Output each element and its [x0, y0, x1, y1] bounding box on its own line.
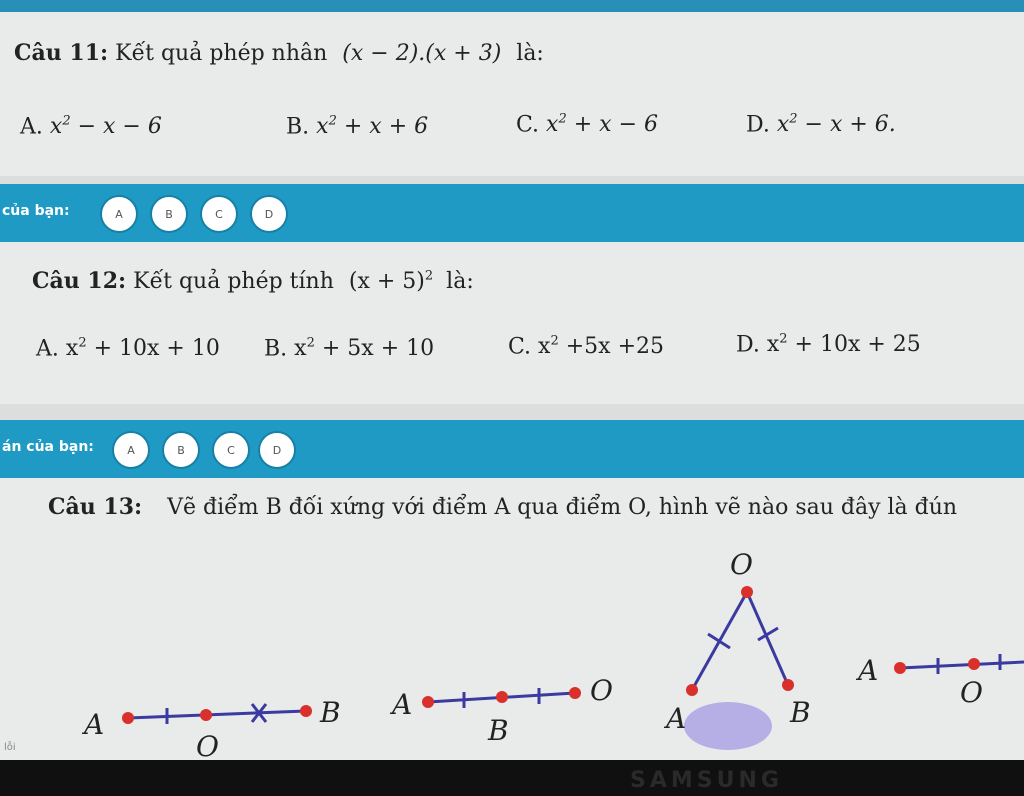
answer-1-choice-d[interactable]: D	[250, 195, 288, 233]
answer-2-choice-b[interactable]: B	[162, 431, 200, 469]
edge-note: lỗi	[4, 742, 16, 753]
q11-option-a[interactable]: A. $x^2 - x - 6$	[20, 114, 162, 140]
q12-option-d[interactable]: D. $x^2 + 10x + 25$	[736, 332, 921, 358]
figure-1-point-b	[300, 705, 312, 717]
figure-2-label-b: B	[488, 714, 509, 747]
answer-2-choice-c[interactable]: C	[212, 431, 250, 469]
q12-option-b[interactable]: B. $x^2 + 5x + 10$	[264, 336, 435, 362]
figure-4-label-a: A	[858, 654, 879, 687]
figure-3-label-b: B	[790, 696, 811, 729]
answer-1-choice-a[interactable]: A	[100, 195, 138, 233]
question-12-label: Câu 12:	[32, 268, 127, 294]
answer-2-choice-a[interactable]: A	[112, 431, 150, 469]
answer-1-choice-c[interactable]: C	[200, 195, 238, 233]
q12-option-c[interactable]: C. $x^2 +5x +25$	[508, 334, 665, 360]
figure-2[interactable]	[389, 674, 613, 747]
question-13-figures	[0, 478, 1024, 760]
answer-bar-1	[0, 184, 1024, 242]
question-12-text: Câu 12: Kết quả phép tính $(x + 5)^2$ là:	[32, 268, 474, 294]
figure-2-point-o	[569, 687, 581, 699]
answer-bar-2-label: án của bạn:	[2, 439, 94, 455]
question-13-label: Câu 13:	[48, 494, 143, 520]
figure-3-glare	[684, 702, 772, 750]
figure-3-line-ob	[747, 592, 788, 685]
figure-2-label-o: O	[590, 674, 613, 707]
figure-1-label-o: O	[196, 730, 219, 760]
monitor-bezel	[0, 760, 1024, 796]
figure-3-point-o	[741, 586, 753, 598]
figure-4-line	[900, 662, 1024, 668]
question-13-card	[0, 478, 1024, 760]
q11-option-c[interactable]: C. $x^2 + x - 6$	[516, 112, 658, 138]
figure-3-point-b	[782, 679, 794, 691]
figure-2-point-a	[422, 696, 434, 708]
monitor-brand: SAMSUNG	[630, 768, 783, 793]
question-13-text: Câu 13: Vẽ điểm B đối xứng với điểm A qua điểm O, hình vẽ nào sau đây là đún	[48, 494, 958, 520]
q11-option-d[interactable]: D. $x^2 - x + 6$.	[746, 112, 896, 138]
question-11-text: Câu 11: Kết quả phép nhân (x − 2).(x + 3) là:	[14, 40, 544, 66]
figure-3-point-a	[686, 684, 698, 696]
figure-1-label-a: A	[84, 708, 105, 741]
figure-1[interactable]	[81, 696, 341, 760]
figure-2-point-b	[496, 691, 508, 703]
top-bar	[0, 0, 1024, 12]
answer-1-choice-b[interactable]: B	[150, 195, 188, 233]
figure-4-point-o	[968, 658, 980, 670]
figure-1-point-o	[200, 709, 212, 721]
q12-option-a[interactable]: A. $x^2 + 10x + 10$	[36, 336, 220, 362]
figure-4-point-a	[894, 662, 906, 674]
figure-2-label-a: A	[392, 688, 413, 721]
answer-bar-1-label: của bạn:	[2, 203, 70, 219]
figure-1-label-b: B	[320, 696, 341, 729]
figure-1-line	[128, 711, 306, 718]
answer-bar-2	[0, 420, 1024, 478]
figure-3-label-a: A	[666, 702, 687, 735]
figure-4[interactable]	[855, 654, 1024, 709]
answer-2-choice-d[interactable]: D	[258, 431, 296, 469]
figure-4-label-o: O	[960, 676, 983, 709]
question-11-label: Câu 11:	[14, 40, 109, 66]
figure-3-label-o: O	[730, 548, 753, 581]
figure-1-point-a	[122, 712, 134, 724]
q11-option-b[interactable]: B. $x^2 + x + 6$	[286, 114, 429, 140]
figure-3[interactable]	[663, 548, 811, 750]
figure-3-tick-1	[708, 634, 730, 648]
question-11-card	[0, 12, 1024, 176]
question-12-card	[0, 242, 1024, 404]
